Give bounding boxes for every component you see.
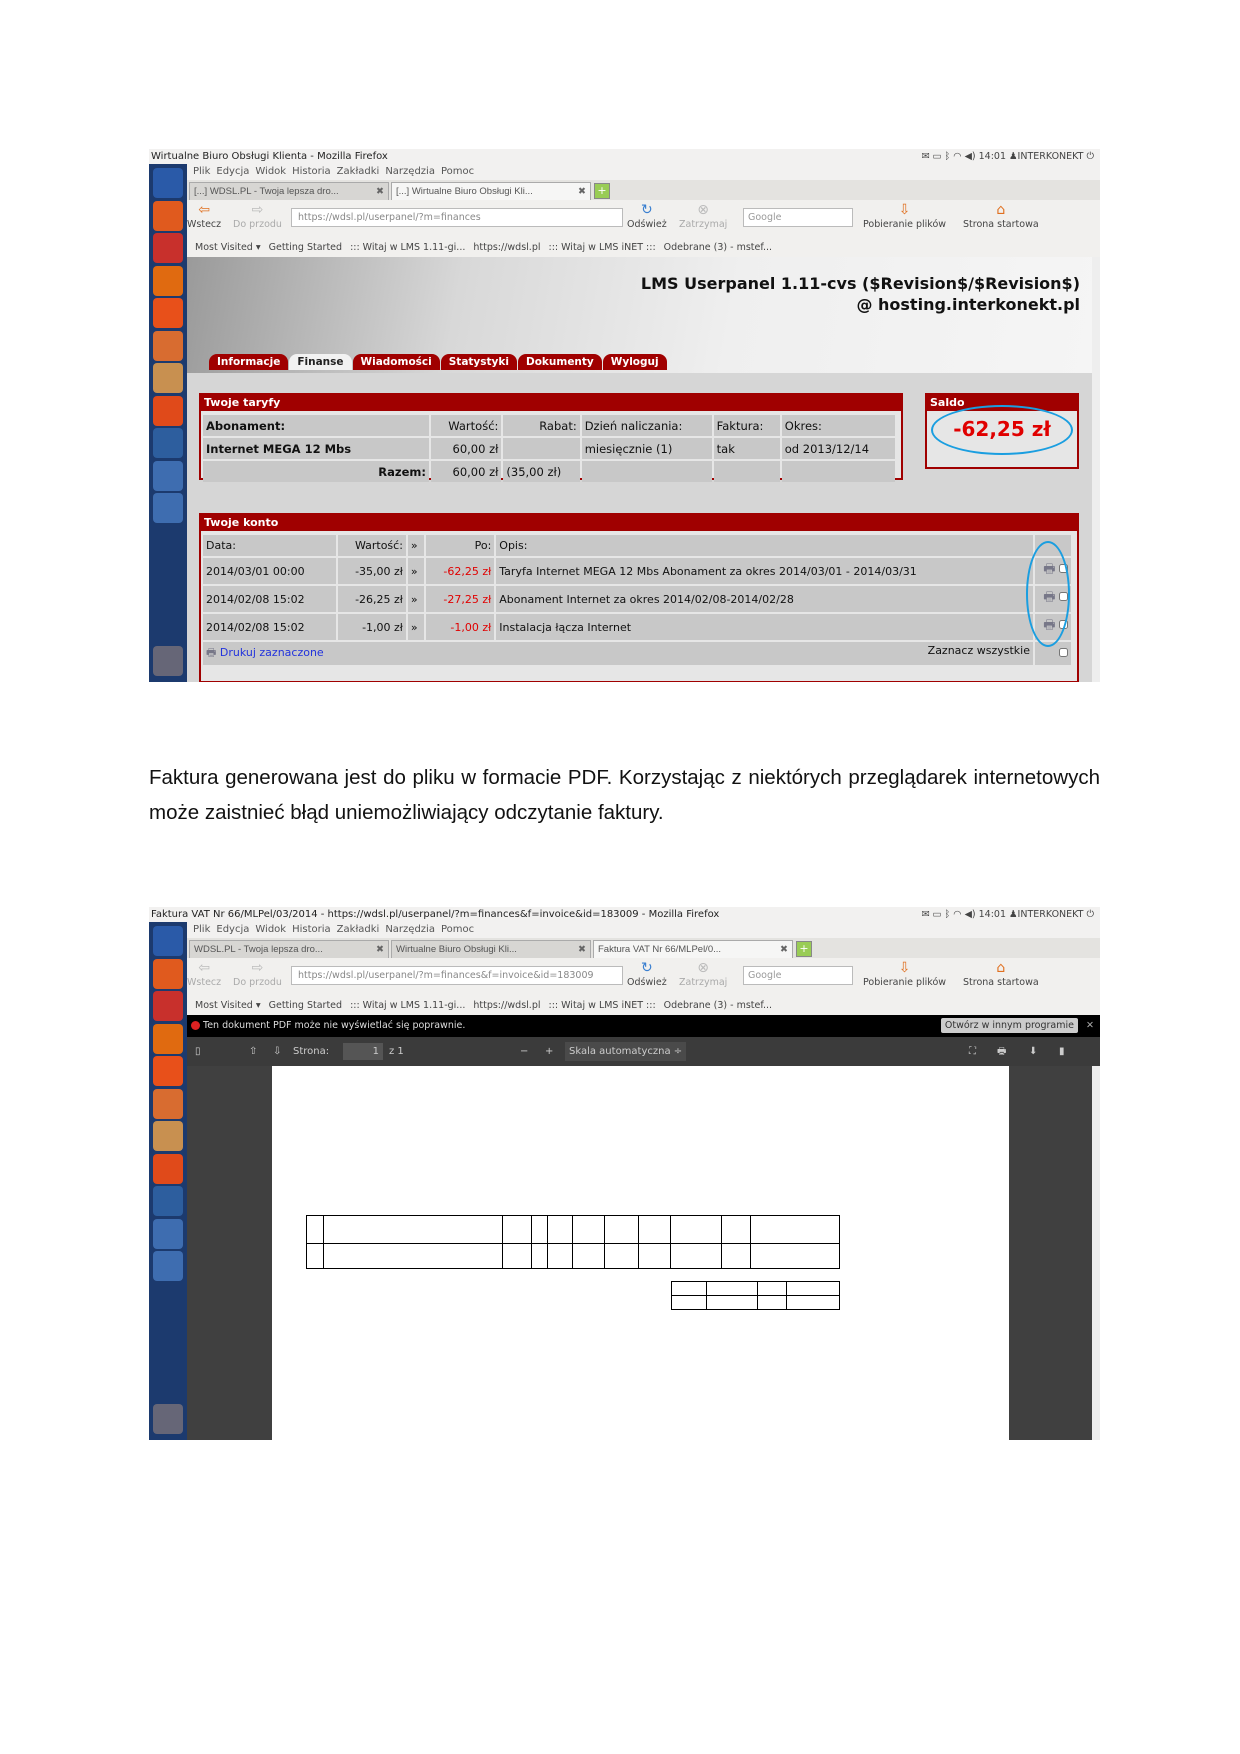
lms-content-area [187,373,1092,682]
menu-item[interactable]: Zakładki [336,924,380,935]
menu-bar [187,164,1100,180]
table-row [203,614,1071,640]
clock: 14:01 [978,151,1006,162]
header-cell: » [408,535,424,556]
user-name: INTERKONEKT [1017,909,1084,920]
total-label: Razem: [203,461,429,482]
usb-drive-icon[interactable] [153,1251,183,1281]
forward-button[interactable] [233,960,282,988]
reload-button[interactable] [627,202,667,230]
clock: 14:01 [978,909,1006,920]
header-cell: Okres: [782,415,895,436]
header-cell: Wartość: [431,415,501,436]
table-row [203,586,1071,612]
close-icon[interactable]: ✕ [1086,1020,1094,1031]
firefox-icon[interactable] [153,1024,183,1054]
tab-label: WDSL.PL - Twoja lepsza dro... [194,944,323,955]
pdf-warning-bar [187,1015,1100,1037]
lms-host: @ hosting.interkonekt.pl [856,295,1080,314]
table-header-row [203,535,1071,556]
lms-header-title [641,273,1080,315]
downloads-button-label: Pobieranie plików [863,219,947,230]
window-title: Wirtualne Biuro Obsługi Klienta - Mozilla Firefox [151,151,388,162]
select-all-checkbox[interactable] [1059,648,1068,657]
download-icon[interactable]: ⬇ [1029,1046,1038,1057]
back-icon: ⇦ [198,202,210,218]
highlight-ellipse [931,405,1073,455]
tab-label: Wirtualne Biuro Obsługi Kli... [396,944,517,955]
invoice-items-table-outline [306,1215,840,1269]
tab-label: [...] WDSL.PL - Twoja lepsza dro... [194,186,339,197]
trash-icon[interactable] [153,646,183,676]
stop-button-label: Zatrzymaj [679,219,728,230]
back-button-label: Wstecz [187,219,222,230]
navigation-toolbar [187,958,1100,997]
forward-button-label: Do przodu [233,977,282,988]
firefox-window-finances [149,149,1100,682]
back-icon: ⇦ [198,960,210,976]
stop-icon: ⊗ [697,202,710,218]
browser-tab[interactable] [189,940,389,958]
browser-tab[interactable] [593,940,793,958]
bookmark-item[interactable]: Getting Started [268,1000,343,1011]
tab-label: [...] Wirtualne Biuro Obsługi Kli... [396,186,533,197]
arrow-cell: » [408,614,424,640]
printer-icon: 🖶 [206,646,217,659]
bookmarks-toolbar [187,239,1100,258]
reload-icon: ↻ [640,202,653,218]
downloads-button-label: Pobieranie plików [863,977,947,988]
balance-after-cell: -62,25 zł [426,558,494,584]
arrow-cell: » [408,558,424,584]
firefox-window-invoice-pdf [149,907,1100,1440]
usb-drive-icon[interactable] [153,1219,183,1249]
menu-item[interactable]: Historia [292,166,331,177]
pdf-viewer [187,1066,1100,1440]
menu-item[interactable]: Plik [193,166,211,177]
back-button[interactable] [187,202,221,230]
back-button-label: Wstecz [187,977,222,988]
table-row [203,438,895,459]
header-cell: Rabat: [503,415,579,436]
home-button-label: Strona startowa [963,219,1039,230]
header-cell: Data: [203,535,336,556]
menu-item[interactable]: Zakładki [336,166,380,177]
page-count: z 1 [389,1046,404,1057]
url-bar[interactable]: https://wdsl.pl/userpanel/?m=finances&f=invoice&id=183009 [291,966,623,985]
window-title: Faktura VAT Nr 66/MLPel/03/2014 - https://wdsl.pl/userpanel/?m=finances&f=invoice&id=183009 - Mozilla Firefox [151,909,720,920]
bookmark-item[interactable]: Odebrane (3) - mstef... [663,1000,773,1011]
ubuntu-software-icon[interactable] [153,1154,183,1184]
header-cell: Faktura: [714,415,780,436]
date-cell: 2014/02/08 15:02 [203,614,336,640]
power-icon[interactable]: ⏻ [1083,151,1094,162]
browser-tab[interactable] [391,940,591,958]
stop-button[interactable] [679,202,727,230]
description-cell: Abonament Internet za okres 2014/02/08-2014/02/28 [496,586,1033,612]
ubuntu-software-icon[interactable] [153,396,183,426]
user-icon: ♟ [1006,909,1018,920]
open-in-other-program-button[interactable]: Otwórz w innym programie [941,1018,1078,1033]
downloads-button[interactable] [863,960,946,988]
tab-strip [187,180,1100,201]
tab-close-icon[interactable]: ✖ [578,186,586,197]
mail-icon: ✉ ▭ ᛒ ◠ ◀) [921,909,979,920]
tab-close-icon[interactable]: ✖ [578,944,586,955]
user-icon: ♟ [1006,151,1018,162]
fullscreen-icon[interactable]: ⛶ [969,1046,976,1057]
balance-box [925,393,1079,469]
search-placeholder: Google [748,970,782,981]
balance-after-cell: -27,25 zł [426,586,494,612]
menu-item[interactable]: Pomoc [440,166,475,177]
bookmark-item[interactable]: https://wdsl.pl [473,1000,541,1011]
lms-tab[interactable]: Wiadomości [353,354,440,370]
menu-item[interactable]: Pomoc [440,924,475,935]
bookmark-item[interactable]: ::: Witaj w LMS iNET ::: [548,1000,656,1011]
total-discount: (35,00 zł) [503,461,579,482]
new-tab-button[interactable]: + [594,183,610,199]
updates-icon[interactable] [153,1121,183,1151]
amount-cell: -26,25 zł [338,586,406,612]
cell: tak [714,438,780,459]
page-label: Strona: [293,1046,330,1057]
date-cell: 2014/02/08 15:02 [203,586,336,612]
invoice-totals-table-outline [671,1281,840,1310]
reload-button-label: Odśwież [627,977,667,988]
back-button[interactable] [187,960,221,988]
cell: Internet MEGA 12 Mbs [203,438,429,459]
stop-button[interactable] [679,960,727,988]
description-cell: Instalacja łącza Internet [496,614,1033,640]
workspace-icon[interactable] [153,428,183,458]
cell [503,438,579,459]
arrow-cell: » [408,586,424,612]
header-cell: Dzień naliczania: [582,415,712,436]
menu-bar [187,922,1100,938]
print-invoice-icon[interactable]: 🖶 [1043,562,1056,577]
cell [782,461,895,482]
search-input[interactable] [743,208,853,227]
lms-tab[interactable]: Finanse [289,354,351,370]
downloads-button[interactable] [863,202,946,230]
total-value: 60,00 zł [431,461,501,482]
tab-strip [187,938,1100,959]
scrollbar[interactable] [1092,1066,1100,1440]
lms-tabs [209,354,668,370]
balance-title: Saldo [927,395,1077,411]
dash-icon[interactable] [153,168,183,198]
tab-close-icon[interactable]: ✖ [376,186,384,197]
total-row [203,461,895,482]
new-tab-button[interactable]: + [796,941,812,957]
cell [582,461,712,482]
system-tray [922,149,1094,164]
forward-button[interactable] [233,202,282,230]
browser-tab[interactable] [189,182,389,200]
bookmark-item[interactable]: Getting Started [268,242,343,253]
lms-tab[interactable]: Statystyki [441,354,517,370]
unity-launcher [149,164,187,682]
home-button[interactable] [963,202,1039,230]
sidebar-toggle-icon[interactable]: ▯ [195,1046,201,1057]
home-icon: ⌂ [996,202,1006,218]
reload-button-label: Odśwież [627,219,667,230]
cell [714,461,780,482]
trash-icon[interactable] [153,1404,183,1434]
account-table [201,533,1073,667]
usb-drive-icon[interactable] [153,461,183,491]
select-all-label: Zaznacz wszystkie [927,644,1030,657]
lms-tab[interactable]: Informacje [209,354,288,370]
pdf-warning-text: Ten dokument PDF może nie wyświetlać się poprawnie. [203,1020,466,1031]
balance-after-cell: -1,00 zł [426,614,494,640]
menu-item[interactable]: Plik [193,924,211,935]
lms-version: LMS Userpanel 1.11-cvs ($Revision$/$Revision$) [640,274,1080,293]
date-cell: 2014/03/01 00:00 [203,558,336,584]
firefox-icon[interactable] [153,266,183,296]
balance-value: -62,25 zł [953,417,1051,441]
downloads-icon: ⇩ [898,960,911,976]
zoom-select[interactable]: Skala automatyczna ÷ [565,1042,686,1061]
zoom-out-button[interactable]: − [520,1046,529,1057]
ubuntu-one-icon[interactable] [153,298,183,328]
ubuntu-one-icon[interactable] [153,1056,183,1086]
title-bar [149,149,1100,164]
bookmark-item[interactable]: ::: Witaj w LMS 1.11-gi... [350,1000,466,1011]
downloads-icon: ⇩ [898,202,911,218]
header-cell: Abonament: [203,415,429,436]
menu-item[interactable]: Edycja [216,166,250,177]
menu-item[interactable]: Narzędzia [385,166,435,177]
paragraph-text: Faktura generowana jest do pliku w formacie PDF. Korzystając z niektórych przeglądarek internetowych może zaistnieć błąd uniemożliwiający odczytanie faktury. [149,766,1100,824]
url-bar[interactable]: https://wdsl.pl/userpanel/?m=finances [291,208,623,227]
print-icon[interactable]: 🖶 [997,1046,1007,1057]
home-button[interactable] [963,960,1039,988]
menu-item[interactable]: Widok [255,924,287,935]
next-page-icon[interactable]: ⇩ [273,1046,282,1057]
bookmark-item[interactable]: https://wdsl.pl [473,242,541,253]
settings-icon[interactable] [153,991,183,1021]
page-content [187,1015,1100,1440]
browser-tab[interactable] [391,182,591,200]
cell: 60,00 zł [431,438,501,459]
unity-launcher [149,922,187,1440]
tariffs-box [199,393,903,480]
page-content [187,257,1100,682]
home-icon: ⌂ [996,960,1006,976]
scrollbar[interactable] [1092,257,1100,682]
tab-close-icon[interactable]: ✖ [376,944,384,955]
print-invoice-icon[interactable]: 🖶 [1043,618,1056,633]
table-row [203,558,1071,584]
navigation-toolbar [187,200,1100,239]
print-selected-link[interactable]: Drukuj zaznaczone [219,646,324,659]
zoom-in-button[interactable]: + [545,1046,554,1057]
pdf-page [272,1066,1009,1440]
stop-button-label: Zatrzymaj [679,977,728,988]
header-cell: Po: [426,535,494,556]
menu-item[interactable]: Edycja [216,924,250,935]
bookmark-icon[interactable]: ▮ [1059,1046,1065,1057]
cell: od 2013/12/14 [782,438,895,459]
forward-icon: ⇨ [251,202,264,218]
description-cell: Taryfa Internet MEGA 12 Mbs Abonament za okres 2014/03/01 - 2014/03/31 [496,558,1033,584]
power-icon[interactable]: ⏻ [1083,909,1094,920]
amount-cell: -1,00 zł [338,614,406,640]
menu-item[interactable]: Widok [255,166,287,177]
tariffs-table [201,413,897,484]
stop-icon: ⊗ [697,960,710,976]
usb-drive-icon[interactable] [153,493,183,523]
header-cell: Opis: [496,535,1033,556]
warning-icon [191,1021,200,1030]
lms-header-banner [187,257,1092,373]
tab-close-icon[interactable]: ✖ [780,944,788,955]
files-icon[interactable] [153,959,183,989]
reload-button[interactable] [627,960,667,988]
bookmark-item[interactable]: Most Visited ▾ [195,242,261,253]
bookmark-item[interactable]: ::: Witaj w LMS iNET ::: [548,242,656,253]
account-box [199,513,1079,682]
mail-icon: ✉ ▭ ᛒ ◠ ◀) [921,151,979,162]
lms-tab[interactable]: Wyloguj [603,354,667,370]
cell: miesięcznie (1) [582,438,712,459]
home-button-label: Strona startowa [963,977,1039,988]
search-placeholder: Google [748,212,782,223]
updates-icon[interactable] [153,363,183,393]
footer-row [203,642,1071,665]
files-icon[interactable] [153,201,183,231]
bookmark-item[interactable]: Odebrane (3) - mstef... [663,242,773,253]
storage-icon[interactable] [153,1089,183,1119]
workspace-icon[interactable] [153,1186,183,1216]
previous-page-icon[interactable]: ⇧ [249,1046,258,1057]
account-title: Twoje konto [201,515,1077,531]
highlight-ellipse [1026,541,1070,647]
menu-item[interactable]: Narzędzia [385,924,435,935]
search-input[interactable] [743,966,853,985]
print-invoice-icon[interactable]: 🖶 [1043,590,1056,605]
header-cell: Wartość: [338,535,406,556]
system-tray [922,907,1094,922]
lms-tab[interactable]: Dokumenty [518,354,602,370]
storage-icon[interactable] [153,331,183,361]
menu-item[interactable]: Historia [292,924,331,935]
forward-button-label: Do przodu [233,219,282,230]
dash-icon[interactable] [153,926,183,956]
bookmarks-toolbar [187,997,1100,1016]
table-header-row [203,415,895,436]
bookmark-item[interactable]: Most Visited ▾ [195,1000,261,1011]
amount-cell: -35,00 zł [338,558,406,584]
forward-icon: ⇨ [251,960,264,976]
user-name: INTERKONEKT [1017,151,1084,162]
settings-icon[interactable] [153,233,183,263]
tab-label: Faktura VAT Nr 66/MLPel/0... [598,944,722,955]
bookmark-item[interactable]: ::: Witaj w LMS 1.11-gi... [350,242,466,253]
title-bar [149,907,1100,922]
pdf-toolbar [187,1037,1100,1066]
tariffs-title: Twoje taryfy [201,395,901,411]
reload-icon: ↻ [640,960,653,976]
page-number-input[interactable]: 1 [343,1043,383,1060]
